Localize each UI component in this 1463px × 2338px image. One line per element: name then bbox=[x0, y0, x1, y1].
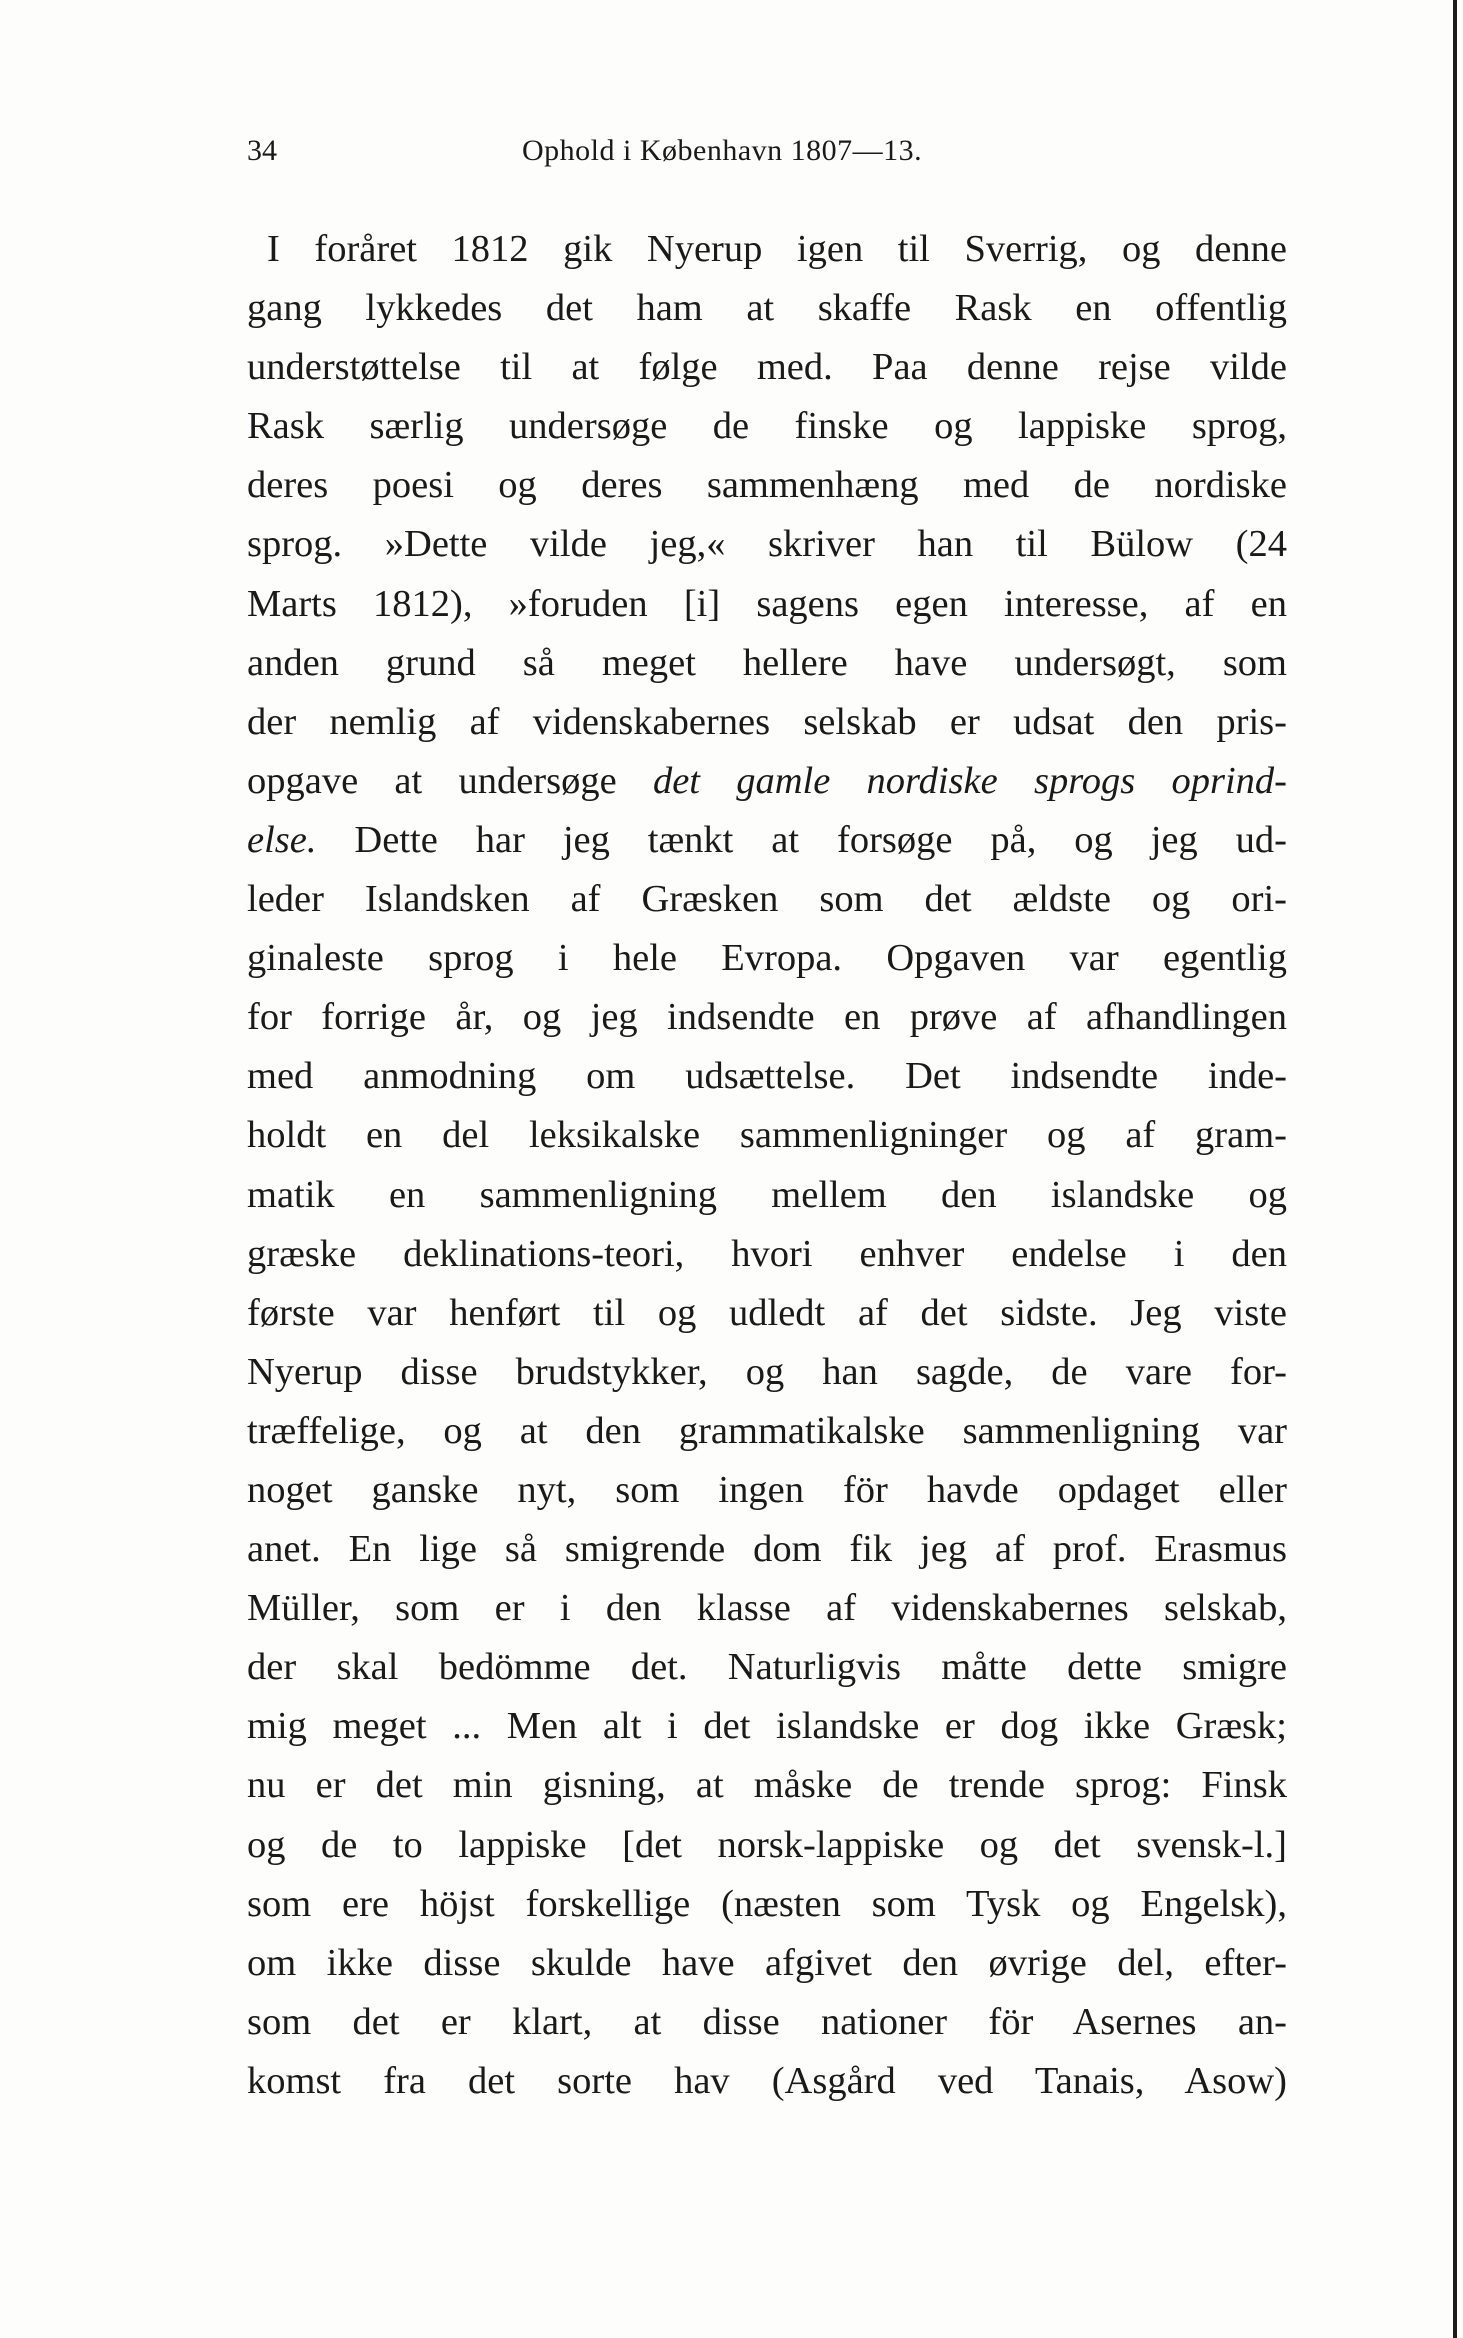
text-line: som ere höjst forskellige (næsten som Tysk og Engelsk), bbox=[247, 1882, 1287, 1925]
text-line: der skal bedömme det. Naturligvis måtte dette smigre bbox=[247, 1646, 1287, 1689]
text-line: anet. En lige så smigrende dom fik jeg af prof. Erasmus bbox=[247, 1528, 1287, 1571]
text-line: med anmodning om udsættelse. Det indsendte inde- bbox=[247, 1055, 1287, 1098]
text-line: Nyerup disse brudstykker, og han sagde, de vare for- bbox=[247, 1350, 1287, 1393]
body-text bbox=[247, 220, 1287, 2111]
text-line: mig meget ... Men alt i det islandske er dog ikke Græsk; bbox=[247, 1705, 1287, 1748]
text-line: matik en sammenligning mellem den islandske og bbox=[247, 1173, 1287, 1216]
text-line: ginaleste sprog i hele Evropa. Opgaven var egentlig bbox=[247, 937, 1287, 980]
running-head: Ophold i København 1807—13. bbox=[522, 134, 923, 167]
page-header bbox=[247, 128, 1287, 174]
text-line: understøttelse til at følge med. Paa denne rejse vilde bbox=[247, 346, 1287, 389]
text-line: holdt en del leksikalske sammenligninger og af gram- bbox=[247, 1114, 1287, 1157]
text-line: I foråret 1812 gik Nyerup igen til Sverrig, og denne bbox=[267, 228, 1287, 270]
italic-title: det gamle nordiske sprogs oprind- bbox=[652, 759, 1287, 802]
text-line: som det er klart, at disse nationer för Asernes an- bbox=[247, 2000, 1287, 2043]
page-number: 34 bbox=[247, 134, 277, 167]
text-line: der nemlig af videnskabernes selskab er udsat den pris- bbox=[247, 700, 1287, 743]
text-line: Marts 1812), »foruden [i] sagens egen interesse, af en bbox=[247, 582, 1287, 625]
page-edge-line bbox=[1453, 0, 1457, 2338]
text-line: gang lykkedes det ham at skaffe Rask en offentlig bbox=[247, 287, 1287, 330]
text-line-with-italic bbox=[247, 752, 1287, 811]
italic-title-end: else. bbox=[247, 818, 317, 861]
text-line: første var henført til og udledt af det sidste. Jeg viste bbox=[247, 1291, 1287, 1334]
text-line: komst fra det sorte hav (Asgård ved Tanais, Asow) bbox=[247, 2059, 1287, 2102]
text-line: noget ganske nyt, som ingen för havde opdaget eller bbox=[247, 1468, 1287, 1511]
text-line: for forrige år, og jeg indsendte en prøve af afhandlingen bbox=[247, 996, 1287, 1039]
text-line: deres poesi og deres sammenhæng med de nordiske bbox=[247, 464, 1287, 507]
text-line-with-italic bbox=[247, 811, 1287, 870]
text-line: græske deklinations-teori, hvori enhver endelse i den bbox=[247, 1232, 1287, 1275]
text-line: Rask særlig undersøge de finske og lappiske sprog, bbox=[247, 405, 1287, 448]
text-line: sprog. »Dette vilde jeg,« skriver han til Bülow (24 bbox=[247, 523, 1287, 566]
text-line: om ikke disse skulde have afgivet den øvrige del, efter- bbox=[247, 1941, 1287, 1984]
text-line: træffelige, og at den grammatikalske sammenligning var bbox=[247, 1409, 1287, 1452]
text-line: og de to lappiske [det norsk-lappiske og det svensk-l.] bbox=[247, 1823, 1287, 1866]
text-line: anden grund så meget hellere have undersøgt, som bbox=[247, 641, 1287, 684]
text-line: nu er det min gisning, at måske de trende sprog: Finsk bbox=[247, 1764, 1287, 1807]
text-line: Müller, som er i den klasse af videnskabernes selskab, bbox=[247, 1587, 1287, 1630]
text-line: leder Islandsken af Græsken som det ældste og ori- bbox=[247, 878, 1287, 921]
text-segment: opgave at undersøge bbox=[247, 759, 617, 802]
text-segment: Dette har jeg tænkt at forsøge på, og jeg ud- bbox=[354, 818, 1287, 861]
